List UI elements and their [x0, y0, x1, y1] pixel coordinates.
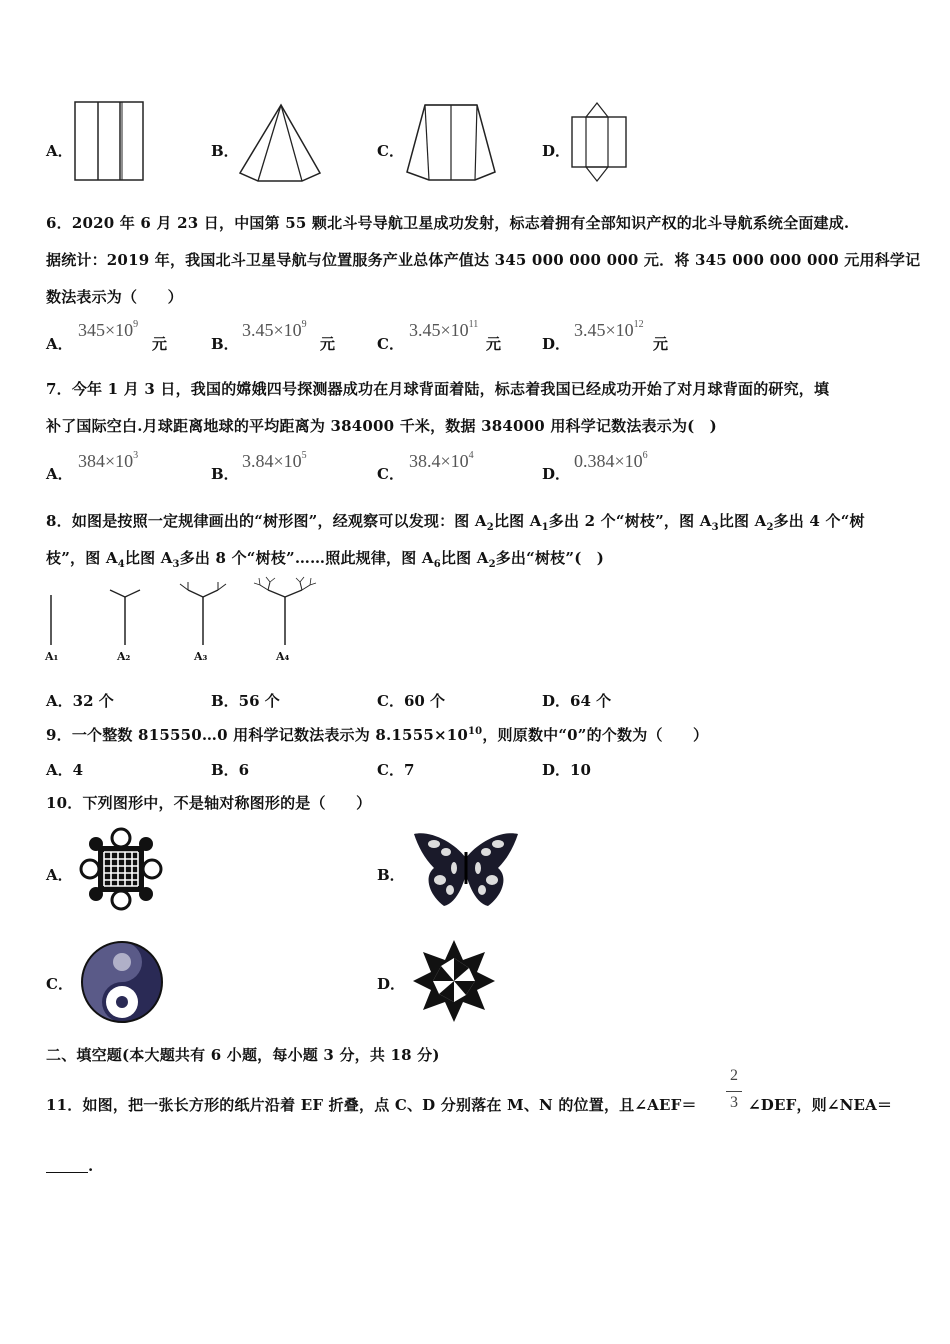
q8-option-a[interactable]: A．32 个	[46, 692, 114, 710]
q5-option-a-label[interactable]: A．	[46, 142, 73, 160]
tree-label-a4: A₄	[276, 650, 290, 663]
yin-yang-icon	[80, 940, 164, 1024]
q10-option-b-label[interactable]: B．	[377, 866, 405, 884]
pyramid-icon	[238, 103, 322, 183]
q6-line-2: 据统计：2019 年，我国北斗卫星导航与位置服务产业总体产值达 345 000 000 000 元．将 345 000 000 000 元用科学记	[46, 251, 921, 269]
q6-option-b-unit: 元	[320, 335, 336, 353]
q7-option-c-value: $38.4\times 10^4$	[409, 450, 474, 471]
three-rectangles-net-icon	[74, 100, 144, 182]
q6-option-d-unit: 元	[653, 335, 669, 353]
q6-option-a-label[interactable]: A．	[46, 335, 73, 353]
chinese-knot-icon	[80, 828, 162, 910]
tree-figures-icon	[40, 575, 340, 670]
q11-answer-blank[interactable]	[46, 1172, 88, 1173]
q11-question-part-1: 11．如图，把一张长方形的纸片沿着 EF 折叠，点 C、D 分别落在 M、N 的位置，且∠AEF＝	[46, 1096, 697, 1114]
q7-line-2: 补了国际空白.月球距离地球的平均距离为 384000 千米，数据 384000 用科学记数法表示为( )	[46, 417, 717, 435]
tree-label-a3: A₃	[194, 650, 208, 663]
q11-question-part-2: ∠DEF，则∠NEA＝	[748, 1096, 893, 1114]
q10-option-d-label[interactable]: D．	[377, 975, 406, 993]
q8-option-b[interactable]: B．56 个	[211, 692, 280, 710]
q8-line-1: 8．如图是按照一定规律画出的“树形图”，经观察可以发现：图 $A_2$比图 $A_1$多出 2 个“树枝”，图 $A_3$比图 $A_2$多出 4 个“树	[46, 512, 865, 533]
q9-option-d[interactable]: D．10	[542, 761, 591, 779]
q8-option-d[interactable]: D．64 个	[542, 692, 612, 710]
q9-option-a[interactable]: A．4	[46, 761, 84, 779]
tree-label-a2: A₂	[117, 650, 131, 663]
q5-option-d-label[interactable]: D．	[542, 142, 571, 160]
q7-option-b-label[interactable]: B．	[211, 465, 239, 483]
q8-line-2: 枝”，图 $A_4$比图 $A_3$多出 8 个“树枝”……照此规律，图 $A_6$比图 $A_2$多出“树枝”( )	[46, 549, 604, 570]
pinwheel-star-icon	[411, 938, 497, 1024]
q7-option-b-value: $3.84\times 10^5$	[242, 450, 307, 471]
q7-line-1: 7．今年 1 月 3 日，我国的嫦娥四号探测器成功在月球背面着陆，标志着我国已经成功开始了对月球背面的研究，填	[46, 380, 830, 398]
q6-option-b-value: $3.45\times 10^9$	[242, 319, 307, 340]
q5-option-b-label[interactable]: B．	[211, 142, 239, 160]
q11-fraction-numerator: 2	[730, 1067, 738, 1084]
q6-option-c-unit: 元	[486, 335, 502, 353]
q6-option-c-label[interactable]: C．	[377, 335, 404, 353]
q6-line-1: 6．2020 年 6 月 23 日，中国第 55 颗北斗号导航卫星成功发射，标志着拥有全部知识产权的北斗导航系统全面建成.	[46, 214, 850, 232]
q9-option-b[interactable]: B．6	[211, 761, 250, 779]
q10-option-a-label[interactable]: A．	[46, 866, 73, 884]
q6-option-d-value: $3.45\times 10^{12}$	[574, 319, 644, 340]
q6-line-3: 数法表示为（ ）	[46, 288, 183, 306]
q5-option-c-label[interactable]: C．	[377, 142, 404, 160]
q9-option-c[interactable]: C．7	[377, 761, 415, 779]
section-2-title: 二、填空题(本大题共有 6 小题，每小题 3 分，共 18 分)	[46, 1046, 440, 1064]
q9-question: 9．一个整数 815550…0 用科学记数法表示为 $8.1555\times 10^{10}$，则原数中“0”的个数为（ ）	[46, 726, 709, 744]
q7-option-d-label[interactable]: D．	[542, 465, 571, 483]
q11-period: .	[88, 1157, 94, 1175]
q6-option-c-value: $3.45\times 10^{11}$	[409, 319, 479, 340]
frustum-icon	[405, 102, 497, 182]
q7-option-d-value: $0.384\times 10^6$	[574, 450, 648, 471]
tree-label-a1: A₁	[45, 650, 59, 663]
prism-net-icon	[570, 101, 628, 183]
q11-fraction-bar	[726, 1091, 742, 1092]
q11-fraction-denominator: 3	[730, 1094, 738, 1111]
q6-option-b-label[interactable]: B．	[211, 335, 239, 353]
q10-question: 10．下列图形中，不是轴对称图形的是（ ）	[46, 794, 372, 812]
butterfly-icon	[410, 828, 522, 910]
q7-option-c-label[interactable]: C．	[377, 465, 404, 483]
q7-option-a-label[interactable]: A．	[46, 465, 73, 483]
q6-option-d-label[interactable]: D．	[542, 335, 571, 353]
q10-option-c-label[interactable]: C．	[46, 975, 73, 993]
q8-option-c[interactable]: C．60 个	[377, 692, 446, 710]
q6-option-a-unit: 元	[152, 335, 168, 353]
q7-option-a-value: $384\times 10^3$	[78, 450, 139, 471]
q6-option-a-value: $345\times 10^9$	[78, 319, 139, 340]
